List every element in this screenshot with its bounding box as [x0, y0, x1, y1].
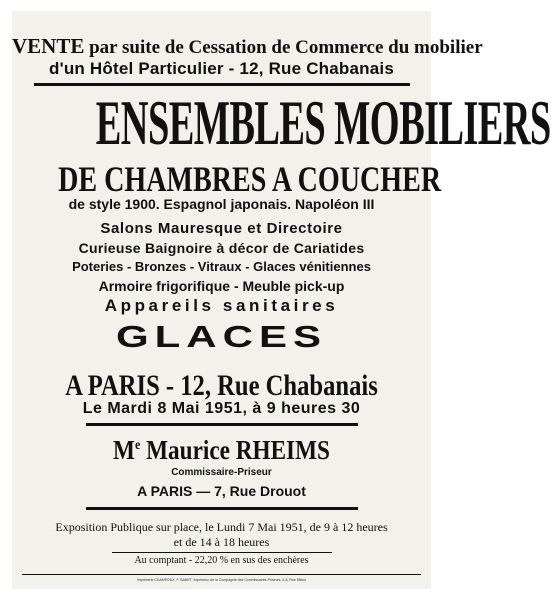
item-line-2: Curieuse Baignoire à décor de Cariatides	[78, 240, 365, 256]
sale-heading: VENTE	[12, 34, 85, 58]
item-line-5: Appareils sanitaires	[104, 296, 339, 315]
divider-top	[34, 83, 410, 86]
main-title: ENSEMBLES MOBILIERS	[95, 87, 551, 158]
auctioneer-prefix-sup: e	[134, 438, 141, 453]
furniture-styles: de style 1900. Espagnol japonais. Napoléon III	[68, 196, 375, 212]
auctioneer-name-line	[41, 437, 401, 464]
printer-credit: Imprimerie CHAMPOUX, F. BANET, Imprimeur de la Compagnie des Commissaires-Priseurs, 6-8, Rue Milton	[136, 578, 307, 582]
main-subtitle: DE CHAMBRES A COUCHER	[58, 159, 442, 199]
item-line-3: Poteries - Bronzes - Vitraux - Glaces vénitiennes	[72, 259, 371, 274]
sale-reason: par suite de Cessation de Commerce du mobilier	[89, 37, 483, 58]
divider-lower	[86, 507, 358, 510]
sale-date: Le Mardi 8 Mai 1951, à 9 heures 30	[82, 400, 361, 417]
item-line-1: Salons Mauresque et Directoire	[100, 220, 343, 237]
payment-terms: Au comptant - 22,20 % en sus des enchères	[134, 555, 309, 566]
auction-poster	[12, 11, 551, 589]
item-line-4: Armoire frigorifique - Meuble pick-up	[98, 278, 345, 294]
exhibition-line-2: et de 14 à 18 heures	[173, 535, 270, 549]
divider-middle	[86, 423, 358, 426]
divider-terms	[112, 552, 332, 553]
divider-bottom	[22, 574, 421, 575]
auctioneer-address: A PARIS — 7, Rue Drouot	[137, 483, 306, 499]
auctioneer-prefix: M	[113, 435, 135, 465]
sale-location: A PARIS - 12, Rue Chabanais	[65, 369, 378, 402]
exhibition-line-1: Exposition Publique sur place, le Lundi 7 Mai 1951, de 9 à 12 heures	[55, 520, 388, 534]
sale-notice-line	[12, 34, 483, 58]
glaces-heading: GLACES	[115, 319, 327, 354]
auctioneer-name: Maurice RHEIMS	[146, 435, 330, 465]
hotel-address-line: d'un Hôtel Particulier - 12, Rue Chabanais	[49, 59, 394, 78]
auctioneer-title: Commissaire-Priseur	[171, 467, 272, 478]
